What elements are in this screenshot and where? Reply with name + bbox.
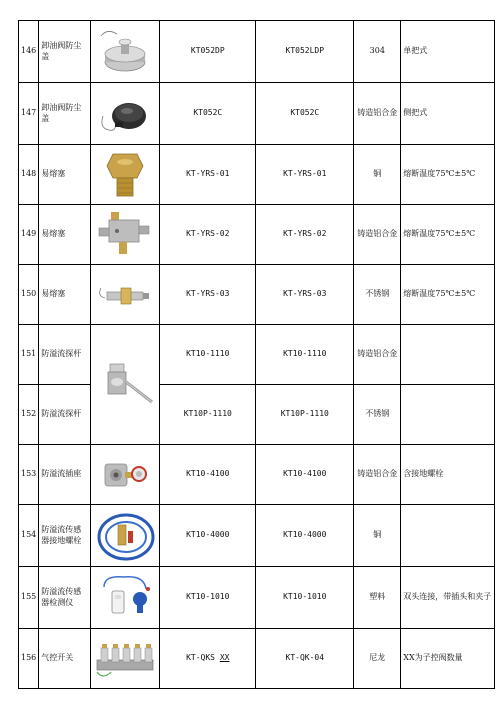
material: 铸造铝合金 (354, 445, 401, 505)
product-name: 卸油阀防尘盖 (39, 21, 91, 83)
pneumatic-switch-manifold-icon (93, 632, 157, 686)
note: 双头连接，带插头和夹子 (401, 567, 495, 629)
model-suffix: XX (219, 653, 230, 663)
model-number: KT10-4000 (160, 505, 256, 567)
row-number: 153 (19, 445, 39, 505)
note (401, 325, 495, 385)
model-number-alt: KT10P-1110 (256, 385, 354, 445)
model-number-alt: KT-YRS-03 (256, 265, 354, 325)
model-number: KT-YRS-01 (160, 145, 256, 205)
product-image (91, 205, 160, 265)
note: 熔断温度75℃±5℃ (401, 265, 495, 325)
note: 含接地螺栓 (401, 445, 495, 505)
product-table (18, 20, 495, 689)
material: 不锈钢 (354, 265, 401, 325)
overflow-probe-rod-icon (94, 330, 156, 440)
note: 侧把式 (401, 83, 495, 145)
sensor-ground-cable-icon (94, 507, 156, 565)
aluminum-fusible-plug-icon (95, 208, 155, 262)
product-image (91, 325, 160, 445)
model-number-alt: KT10-1110 (256, 325, 354, 385)
product-name: 防溢流探杆 (39, 385, 91, 445)
row-number: 156 (19, 629, 39, 689)
product-image (91, 265, 160, 325)
product-name: 气控开关 (39, 629, 91, 689)
model-number: KT052C (160, 83, 256, 145)
product-image (91, 21, 160, 83)
model-number: KT10-1010 (160, 567, 256, 629)
note: 熔断温度75℃±5℃ (401, 205, 495, 265)
model-number-alt: KT10-4000 (256, 505, 354, 567)
model-number-alt: KT-QK-04 (256, 629, 354, 689)
note: 熔断温度75℃±5℃ (401, 145, 495, 205)
table-row (19, 567, 495, 629)
material: 塑料 (354, 567, 401, 629)
table-row (19, 385, 495, 445)
row-number: 147 (19, 83, 39, 145)
product-name: 易熔塞 (39, 145, 91, 205)
table-row (19, 325, 495, 385)
table-row (19, 265, 495, 325)
material: 铜 (354, 505, 401, 567)
product-name: 易熔塞 (39, 265, 91, 325)
model-number: KT10P-1110 (160, 385, 256, 445)
model-number-alt: KT052LDP (256, 21, 354, 83)
material: 尼龙 (354, 629, 401, 689)
row-number: 152 (19, 385, 39, 445)
material: 铸造铝合金 (354, 83, 401, 145)
product-image (91, 83, 160, 145)
valve-dust-cap-icon (95, 24, 155, 80)
product-image (91, 567, 160, 629)
product-image (91, 629, 160, 689)
model-number: KT-YRS-02 (160, 205, 256, 265)
note (401, 385, 495, 445)
material: 铜 (354, 145, 401, 205)
model-number-alt: KT052C (256, 83, 354, 145)
table-row (19, 21, 495, 83)
material: 304 (354, 21, 401, 83)
row-number: 150 (19, 265, 39, 325)
row-number: 151 (19, 325, 39, 385)
product-image (91, 505, 160, 567)
valve-dust-cap-side-icon (95, 86, 155, 142)
brass-fusible-plug-icon (95, 148, 155, 202)
note: XX为子控阀数量 (401, 629, 495, 689)
product-name: 易熔塞 (39, 205, 91, 265)
note (401, 505, 495, 567)
model-number-alt: KT-YRS-02 (256, 205, 354, 265)
row-number: 148 (19, 145, 39, 205)
sensor-tester-cable-icon (94, 569, 156, 627)
material: 铸造铝合金 (354, 205, 401, 265)
material: 不锈钢 (354, 385, 401, 445)
row-number: 155 (19, 567, 39, 629)
steel-fusible-plug-icon (95, 268, 155, 322)
product-image (91, 445, 160, 505)
table-row (19, 145, 495, 205)
product-name: 防溢流传感器接地螺栓 (39, 505, 91, 567)
table-row (19, 505, 495, 567)
table-row (19, 83, 495, 145)
model-number: KT10-1110 (160, 325, 256, 385)
material: 铸造铝合金 (354, 325, 401, 385)
row-number: 154 (19, 505, 39, 567)
product-name: 防溢流插座 (39, 445, 91, 505)
model-number: KT10-4100 (160, 445, 256, 505)
note: 单把式 (401, 21, 495, 83)
model-number (160, 629, 256, 689)
table-row (19, 445, 495, 505)
product-name: 防溢流传感器检测仪 (39, 567, 91, 629)
model-number-alt: KT-YRS-01 (256, 145, 354, 205)
product-name: 防溢流探杆 (39, 325, 91, 385)
model-prefix: KT-QKS (186, 653, 215, 663)
row-number: 149 (19, 205, 39, 265)
model-number: KT052DP (160, 21, 256, 83)
model-number-alt: KT10-4100 (256, 445, 354, 505)
model-number: KT-YRS-03 (160, 265, 256, 325)
product-name: 卸油阀防尘盖 (39, 83, 91, 145)
overflow-socket-icon (95, 448, 155, 502)
row-number: 146 (19, 21, 39, 83)
model-number-alt: KT10-1010 (256, 567, 354, 629)
table-row (19, 205, 495, 265)
product-image (91, 145, 160, 205)
table-row (19, 629, 495, 689)
